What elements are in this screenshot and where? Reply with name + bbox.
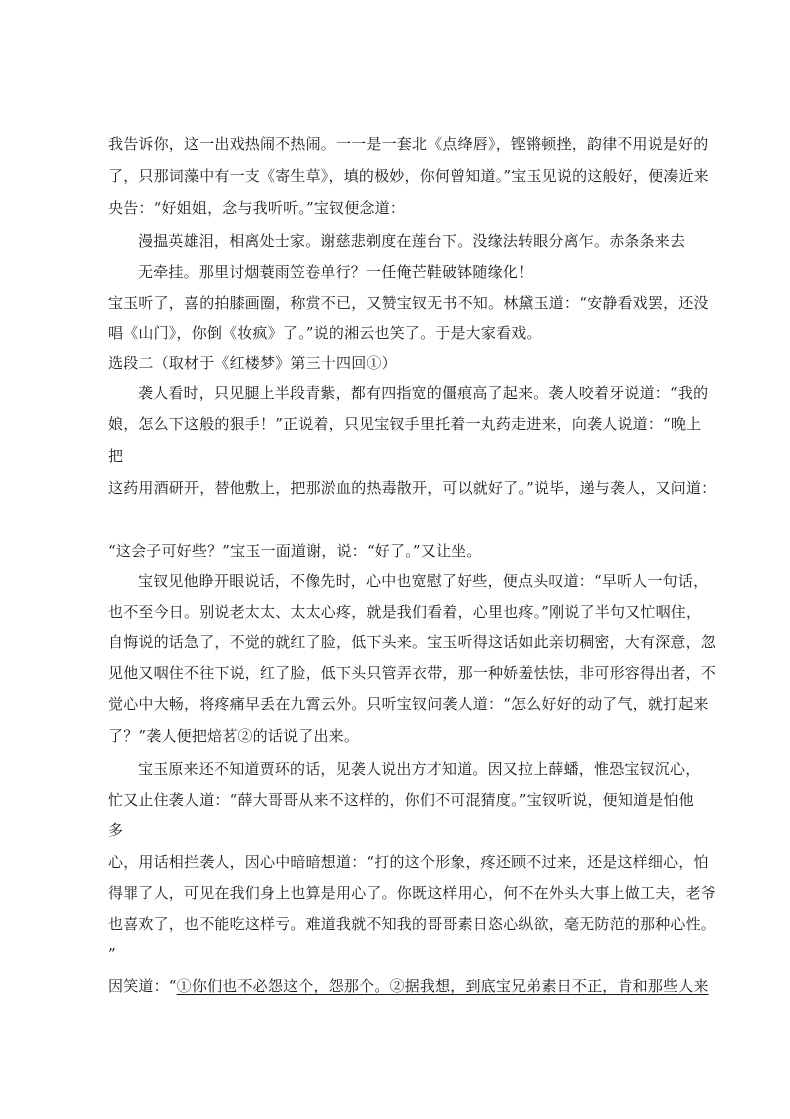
text-line: ”	[108, 945, 116, 963]
text-line: 这药用酒研开，替他敷上，把那淤血的热毒散开，可以就好了。”说毕，递与袭人，又问道：	[108, 479, 717, 497]
text-line: 宝玉听了，喜的拍膝画圈，称赏不已，又赞宝钗无书不知。林黛玉道：“安静看戏罢，还没	[108, 294, 709, 312]
text-line: 得罪了人，可见在我们身上也算是用心了。你既这样用心，何不在外头大事上做工夫，老爷	[108, 884, 717, 902]
text-line: 自悔说的话急了，不觉的就红了脸，低下头来。宝玉听得这话如此亲切稠密，大有深意，忽	[108, 633, 717, 651]
text-line: 了，只那词藻中有一支《寄生草》，填的极妙，你何曾知道。”宝玉见说的这般好，便凑近来	[108, 167, 709, 185]
text-line: 多	[108, 821, 124, 839]
text-line: 见他又咽住不往下说，红了脸，低下头只管弄衣带，那一种娇羞怯怯，非可形容得出者，不	[108, 664, 717, 682]
text-segment: 因笑道：“	[108, 977, 177, 995]
poem-line: 无牵挂。那里讨烟蓑雨笠卷单行？一任俺芒鞋破钵随缘化！	[138, 263, 534, 281]
text-line: “这会子可好些？”宝玉一面道谢，说：“好了。”又让坐。	[108, 542, 482, 560]
text-line: 也喜欢了，也不能吃这样亏。难道我就不知我的哥哥素日恣心纵欲，毫无防范的那种心性。	[108, 915, 717, 933]
text-line: 袭人看时，只见腿上半段青紫，都有四指宽的僵痕高了起来。袭人咬着牙说道：“我的	[138, 384, 709, 402]
text-line: 央告：“好姐姐，念与我听听。”宝钗便念道：	[108, 199, 406, 217]
text-line: 宝钗见他睁开眼说话，不像先时，心中也宽慰了好些，便点头叹道：“早听人一句话，	[138, 572, 709, 590]
text-line: 忙又止住袭人道：“薛大哥哥从来不这样的，你们不可混猜度。”宝钗听说，便知道是怕他	[108, 791, 694, 809]
text-line: 唱《山门》，你倒《妆疯》了。”说的湘云也笑了。于是大家看戏。	[108, 324, 542, 342]
text-line: 我告诉你，这一出戏热闹不热闹。一一是一套北《点绛唇》，铿锵顿挫，韵律不用说是好的	[108, 135, 709, 153]
text-line: 觉心中大畅，将疼痛早丢在九霄云外。只听宝钗问袭人道：“怎么好好的动了气，就打起来	[108, 695, 709, 713]
underlined-text: ①你们也不必怨这个，怨那个。②据我想，到底宝兄弟素日不正，肯和那些人来	[176, 977, 709, 995]
text-line	[108, 976, 709, 996]
text-line: 也不至今日。别说老太太、太太心疼，就是我们看着，心里也疼。”刚说了半句又忙咽住，	[108, 603, 702, 621]
section-heading: 选段二（取材于《红楼梦》第三十四回①）	[108, 354, 397, 372]
text-line: 娘，怎么下这般的狠手！”正说着，只见宝钗手里托着一丸药走进来，向袭人说道：“晚上	[108, 415, 702, 433]
text-line: 了？”袭人便把焙茗②的话说了出来。	[108, 727, 360, 745]
text-line: 把	[108, 447, 124, 465]
text-line: 心，用话相拦袭人，因心中暗暗想道：“打的这个形象，疼还顾不过来，还是这样细心，怕	[108, 853, 709, 871]
text-line: 宝玉原来还不知道贾环的话，见袭人说出方才知道。因又拉上薛蟠，惟恐宝钗沉心，	[138, 760, 701, 778]
poem-line: 漫揾英雄泪，相离处士家。谢慈悲剃度在莲台下。没缘法转眼分离乍。赤条条来去	[138, 232, 686, 250]
